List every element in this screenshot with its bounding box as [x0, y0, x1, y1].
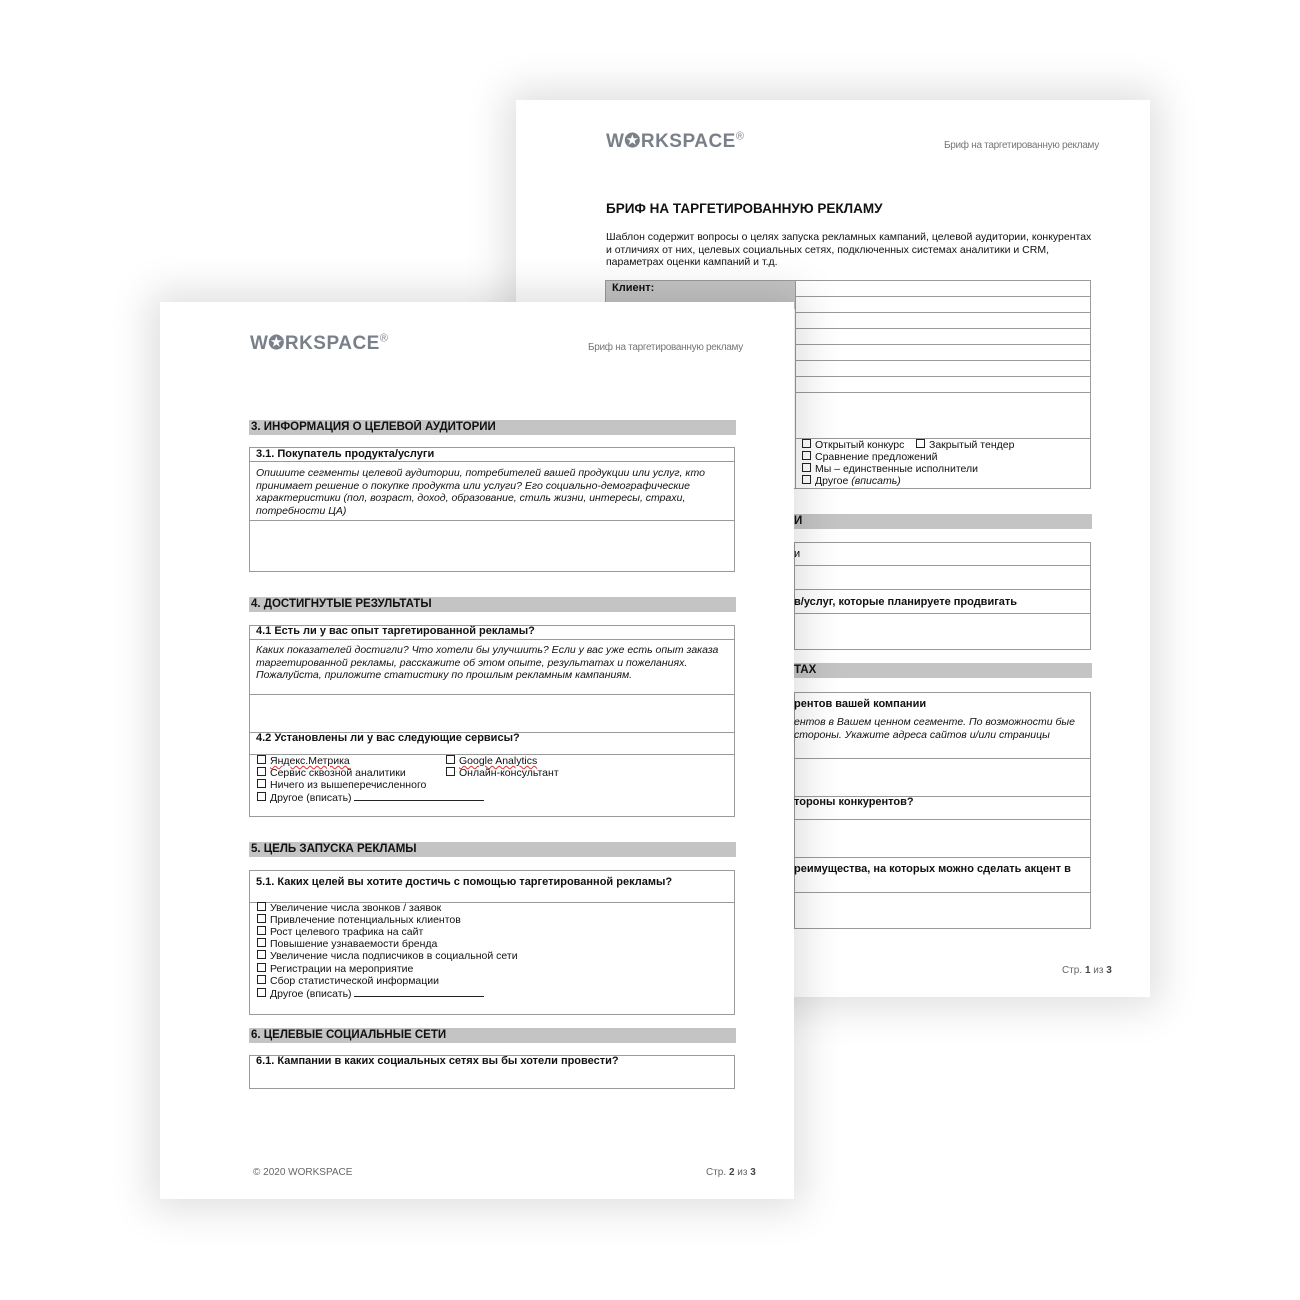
checkbox-open-contest[interactable]: Открытый конкурс	[802, 439, 904, 451]
question-weakness-fragment: тороны конкурентов?	[794, 796, 914, 808]
document-intro: Шаблон содержит вопросы о целях запуска рекламных кампаний, целевой аудитории, конкурентах и отличиях от них, целевых социальных сетях, подключенных системах аналитики и CRM, параметрах оценки кампаний и т.д.	[606, 231, 1092, 268]
page-number: Стр. 2 из 3	[706, 1167, 756, 1178]
question-products-fragment: в/услуг, которые планируете продвигать	[794, 596, 1018, 608]
checkbox-yandex-metrica[interactable]: Яндекс.Метрика	[257, 755, 350, 767]
checkbox-end-to-end-analytics[interactable]: Сервис сквозной аналитики	[257, 767, 406, 779]
section-competitors-header: ТАХ	[794, 663, 1092, 678]
checkbox-other-service[interactable]: Другое (вписать)	[257, 791, 484, 804]
q42-title: 4.2 Установлены ли у вас следующие сервисы?	[256, 732, 520, 744]
checkbox-goal-stats[interactable]: Сбор статистической информации	[257, 975, 439, 987]
checkbox-goal-subscribers[interactable]: Увеличение числа подписчиков в социальной сети	[257, 950, 518, 962]
q61-title: 6.1. Кампании в каких социальных сетях вы бы хотели провести?	[256, 1055, 619, 1067]
workspace-logo: W✪RKSPACE®	[250, 332, 389, 354]
checkbox-goal-traffic[interactable]: Рост целевого трафика на сайт	[257, 926, 423, 938]
q51-title: 5.1. Каких целей вы хотите достичь с помощью таргетированной рекламы?	[256, 876, 673, 888]
section-6-header: 6. ЦЕЛЕВЫЕ СОЦИАЛЬНЫЕ СЕТИ	[249, 1028, 736, 1043]
checkbox-goal-calls[interactable]: Увеличение числа звонков / заявок	[257, 902, 441, 914]
document-page-1: W✪RKSPACE® Бриф на таргетированную рекламу БРИФ НА ТАРГЕТИРОВАННУЮ РЕКЛАМУ Шаблон содержит вопросы о целях запуска рекламных кампаний, целевой аудитории, конкурентах и отличиях от них, целевых социальных сетях, подключенных системах аналитики и CRM, параметрах оценки кампаний и т.д. Клиент: Открытый конкурс Закрытый тендер Сравнение предложений Мы – единственные исполнители Другое (вписать) И и в/услуг, которые планируете продвигать ТАХ рентов вашей компании ентов в Вашем ценном сегменте. По возможности бые стороны. Укажите адреса сайтов и/или страницы тороны конкурентов? реимущества, на которых можно сделать акцент в Стр. 1 из 3	[516, 100, 1150, 997]
q41-answer-field[interactable]	[250, 695, 734, 731]
q41-hint: Каких показателей достигли? Что хотели бы улучшить? Если у вас уже есть опыт заказа таргетированной рекламы, расскажите об этом опыте, результатах и пожеланиях. Пожалуйста, приложите статистику по прошлым рекламным кампаниям.	[256, 644, 719, 681]
checkbox-goal-clients[interactable]: Привлечение потенциальных клиентов	[257, 914, 461, 926]
section-5-header: 5. ЦЕЛЬ ЗАПУСКА РЕКЛАМЫ	[249, 842, 736, 857]
q31-hint: Опишите сегменты целевой аудитории, потребителей вашей продукции или услуг, кто принимает решение о покупке продукта или услуги? Его социально-демографические характеристики (пол, возраст, доход, образование, стиль жизни, интересы, страхи, потребности ЦА)	[256, 467, 705, 517]
section-4-header: 4. ДОСТИГНУТЫЕ РЕЗУЛЬТАТЫ	[249, 597, 736, 612]
checkbox-none[interactable]: Ничего из вышеперечисленного	[257, 779, 426, 791]
checkbox-tender-other[interactable]: Другое (вписать)	[802, 475, 901, 487]
checkbox-closed-tender[interactable]: Закрытый тендер	[916, 439, 1014, 451]
checkbox-google-analytics[interactable]: Google Analytics	[446, 755, 537, 767]
document-title: БРИФ НА ТАРГЕТИРОВАННУЮ РЕКЛАМУ	[606, 201, 883, 216]
header-note: Бриф на таргетированную рекламу	[588, 342, 743, 353]
question-advantages-fragment: реимущества, на которых можно сделать акцент в	[794, 863, 1071, 875]
section-3-header: 3. ИНФОРМАЦИЯ О ЦЕЛЕВОЙ АУДИТОРИИ	[249, 420, 736, 435]
q31-answer-field[interactable]	[250, 521, 734, 571]
checkbox-goal-awareness[interactable]: Повышение узнаваемости бренда	[257, 938, 437, 950]
client-label: Клиент:	[606, 281, 795, 295]
q31-title: 3.1. Покупатель продукта/услуги	[256, 448, 435, 460]
document-page-2	[160, 302, 794, 1199]
workspace-logo: W✪RKSPACE®	[606, 130, 745, 152]
checkbox-goal-other[interactable]: Другое (вписать)	[257, 987, 484, 1000]
question-competitors-fragment: рентов вашей компании	[794, 698, 927, 710]
footer-copyright: © 2020 WORKSPACE	[253, 1167, 353, 1178]
checkbox-online-consultant[interactable]: Онлайн-консультант	[446, 767, 559, 779]
header-note: Бриф на таргетированную рекламу	[944, 140, 1099, 151]
checkbox-goal-event[interactable]: Регистрации на мероприятие	[257, 963, 413, 975]
q41-title: 4.1 Есть ли у вас опыт таргетированной рекламы?	[256, 625, 535, 637]
checkbox-only-contractors[interactable]: Мы – единственные исполнители	[802, 463, 978, 475]
page-number: Стр. 1 из 3	[1062, 965, 1112, 976]
checkbox-compare-offers[interactable]: Сравнение предложений	[802, 451, 938, 463]
section-2-header: И	[794, 514, 1092, 529]
